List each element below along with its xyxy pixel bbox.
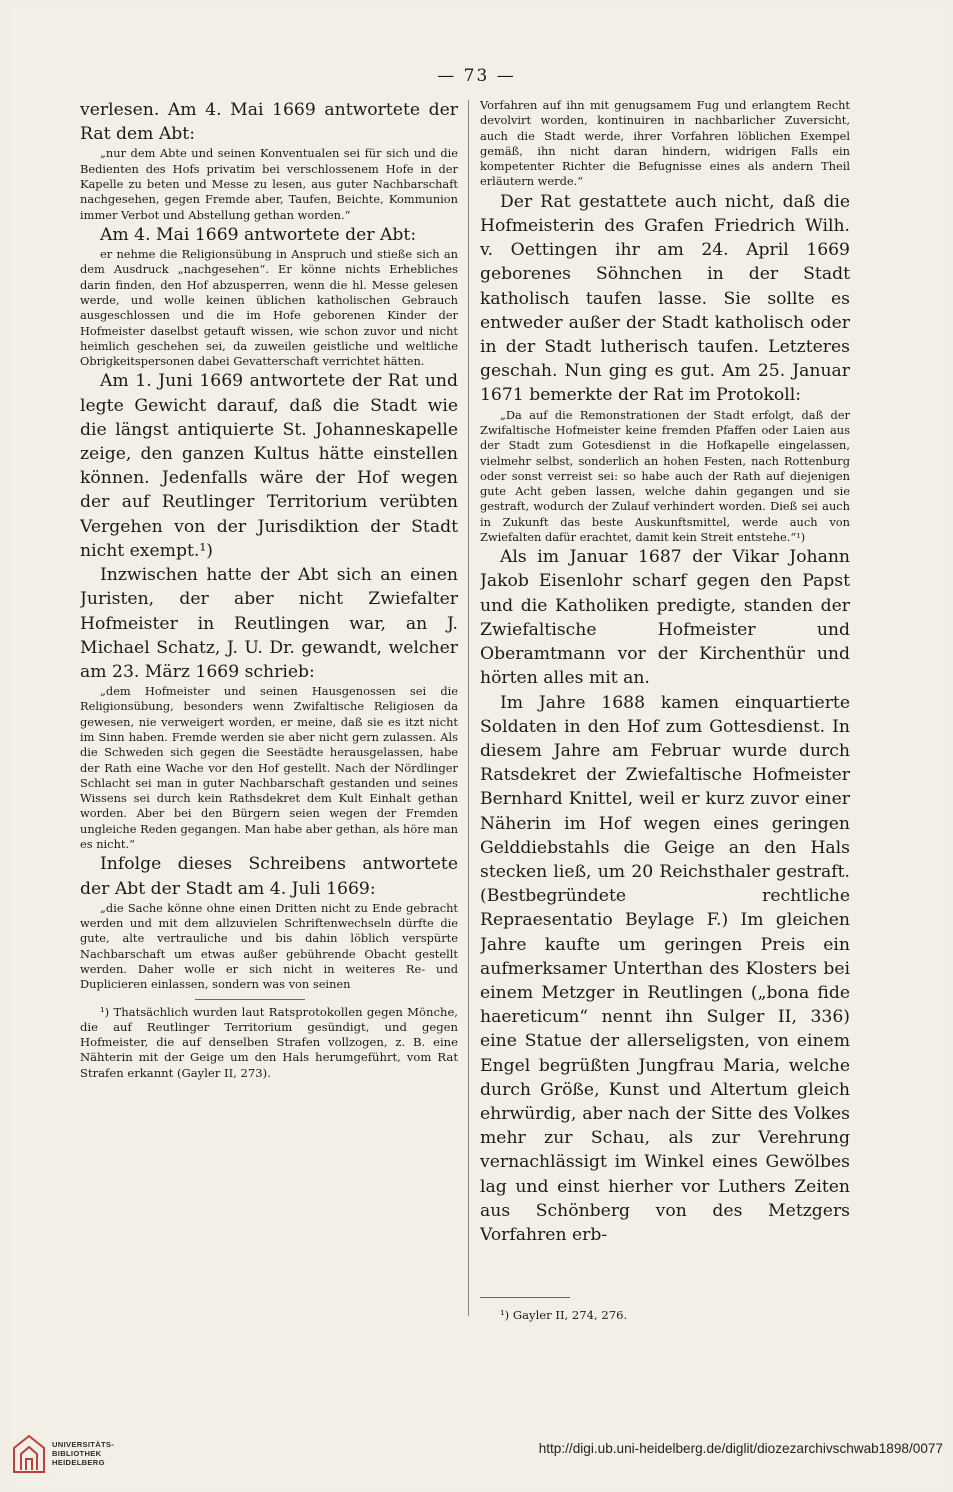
document-url-link[interactable]: http://digi.ub.uni-heidelberg.de/diglit/diozezarchivschwab1898/0077 <box>538 1441 943 1456</box>
library-name-line: UNIVERSITÄTS- <box>52 1440 115 1449</box>
library-name-line: BIBLIOTHEK <box>52 1449 102 1458</box>
paragraph: verlesen. Am 4. Mai 1669 antwortete der Rat dem Abt: <box>80 100 458 145</box>
right-column <box>480 98 850 1323</box>
footnote-rule <box>480 1297 570 1298</box>
page-number: — 73 — <box>437 66 516 86</box>
quote-paragraph: „dem Hofmeister und seinen Hausgenossen sei die Religionsübung, besonders wenn Zwifaltische Religiosen da gewesen, nie verweigert worden, er meine, daß sie es itzt nicht im Sinn haben. Fremde werden sie aber nicht gern zulassen. Als die Schweden sich gegen die Seestädte herausgelassen, habe der Rath eine Wache vor den Hof gestellt. Nach der Nördlinger Schlacht sei man in guter Nachbarschaft gestanden und seines Wissens sei durch kein Rathsdekret dem Kult Einhalt gethan worden. Aber bei den Bürgern seien wegen der Fremden ungleiche Reden gegangen. Man habe aber gethan, als höre man es nicht.“ <box>80 684 458 852</box>
footnote-rule <box>195 999 305 1000</box>
column-divider <box>468 100 469 1316</box>
library-logo-icon <box>12 1434 46 1474</box>
quote-paragraph: „Da auf die Remonstrationen der Stadt erfolgt, daß der Zwifaltische Hofmeister keine fremden Pfaffen oder Laien aus der Stadt zum Gotesdienst in die Hofkapelle eingelassen, vielmehr selbst, sonderlich an hohen Festen, nach Rottenburg oder sonst verreist sei: so habe auch der Rath auf diejenigen gute Acht geben lassen, welche dahin gegangen und sie gestraft, wodurch der Zulauf verhindert worden. Dieß sei auch in Zukunft das beste Auskunftsmittel, werde auch von Zwiefalten dafür erachtet, damit kein Streit entstehe.“¹) <box>480 407 850 544</box>
quote-paragraph: er nehme die Religionsübung in Anspruch und stieße sich an dem Ausdruck „nachgesehen“. Er könne nichts Erhebliches darin finden, den Hof abzusperren, wenn die hl. Messe gelesen werde, und wolle keinen üblichen katholischen Gebrauch ausgeschlossen und die im Hofe geborenen Kinder der Hofmeister daselbst getauft wissen, wie schon zuvor und nicht heimlich geschehen sei, da zuweilen geistliche und weltliche Obrigkeitspersonen dabei Gevatterschaft verrichtet hätten. <box>80 247 458 369</box>
paragraph: Am 1. Juni 1669 antwortete der Rat und legte Gewicht darauf, daß die Stadt wie die längst antiquierte St. Johanneskapelle zeige, den ganzen Kultus hätte einstellen können. Jedenfalls wäre der Hof wegen der auf Reutlinger Territorium verübten Vergehen von der Jurisdiktion der Stadt nicht exempt.¹) <box>80 371 458 561</box>
quote-paragraph: „nur dem Abte und seinen Konventualen sei für sich und die Bedienten des Hofs privatim bei verschlossenem Hofe in der Kapelle zu beten und Messe zu lesen, aus guter Nachbarschaft nachgesehen, gegen Fremde aber, Taufen, Beichte, Kommunion immer Verbot und Abstellung gethan worden.“ <box>80 146 458 222</box>
library-name-line: HEIDELBERG <box>52 1458 105 1467</box>
viewer-footer <box>0 1418 953 1492</box>
library-name <box>52 1440 114 1467</box>
paragraph: Der Rat gestattete auch nicht, daß die Hofmeisterin des Grafen Friedrich Wilh. v. Oettingen ihr am 24. April 1669 geborenes Söhnchen in der Stadt katholisch taufen lasse. Sie sollte es entweder außer der Stadt katholisch oder in der Stadt lutherisch taufen. Letzteres geschah. Nun ging es gut. Am 25. Januar 1671 bemerkte der Rat im Protokoll: <box>480 191 850 406</box>
footnote: ¹) Gayler II, 274, 276. <box>500 1308 628 1323</box>
paragraph: Inzwischen hatte der Abt sich an einen Juristen, der aber nicht Zwiefalter Hofmeister in Reutlingen war, an J. Michael Schatz, J. U. Dr. gewandt, welcher am 23. März 1669 schrieb: <box>80 565 458 682</box>
paragraph: Im Jahre 1688 kamen einquartierte Soldaten in den Hof zum Gottesdienst. In diesem Jahre am Februar wurde durch Ratsdekret der Zwiefaltische Hofmeister Bernhard Knittel, weil er kurz zuvor einer Näherin im Hof wegen eines geringen Gelddiebstahls die Geige an den Hals stecken ließ, um 20 Reichsthaler gestraft. (Bestbegründete rechtliche Repraesentatio Beylage F.) Im gleichen Jahre kaufte um geringen Preis ein aufmerksamer Unterthan des Klosters bei einem Metzger in Reutlingen („bona fide haereticum“ nennt ihn Sulger II, 336) eine Statue der allerseligsten, von einem Engel begrüßten Jungfrau Maria, welche durch Größe, Kunst und Altertum gleich ehrwürdig, aber nach der Sitte des Volkes mehr zur Schau, als zur Verehrung vernachlässigt im Winkel eines Gewölbes lag und einst hierher vor Luthers Zeiten aus Schönberg von des Metzgers Vorfahren erb- <box>480 692 850 1245</box>
left-column <box>80 98 458 1081</box>
quote-paragraph: Vorfahren auf ihn mit genugsamem Fug und erlangtem Recht devolvirt worden, kontinuiren in nachbarlicher Zuversicht, auch die Stadt werde, ihrer Vorfahren löblichen Exempel gemäß, ihn nicht daran hindern, widrigen Falls ein kompetenter Richter die Befugnisse eines als andern Theil erläutern werde.“ <box>480 98 850 189</box>
paragraph: Als im Januar 1687 der Vikar Johann Jakob Eisenlohr scharf gegen den Papst und die Katholiken predigte, standen der Zwiefaltische Hofmeister und Oberamtmann vor der Kirchenthür und hörten alles mit an. <box>480 547 850 689</box>
paragraph: Infolge dieses Schreibens antwortete der Abt der Stadt am 4. Juli 1669: <box>80 854 458 899</box>
footnote: ¹) Thatsächlich wurden laut Ratsprotokollen gegen Mönche, die auf Reutlinger Territorium gesündigt, und gegen Hofmeister, die auf denselben Strafen vollzogen, z. B. eine Nähterin mit der Geige um den Hals herumgeführt, vom Rat Strafen erkannt (Gayler II, 273). <box>80 1004 458 1080</box>
quote-paragraph: „die Sache könne ohne einen Dritten nicht zu Ende gebracht werden und mit dem allzuvielen Schriftenwechseln dürfte die gute, alte vertrauliche und bis dahin löblich verspürte Nachbarschaft um etwas außer gebührende Obacht gestellt werden. Daher wolle er sich nicht in weiteres Re- und Duplicieren einlassen, sondern was von seinen <box>80 900 458 992</box>
paragraph: Am 4. Mai 1669 antwortete der Abt: <box>100 224 417 245</box>
